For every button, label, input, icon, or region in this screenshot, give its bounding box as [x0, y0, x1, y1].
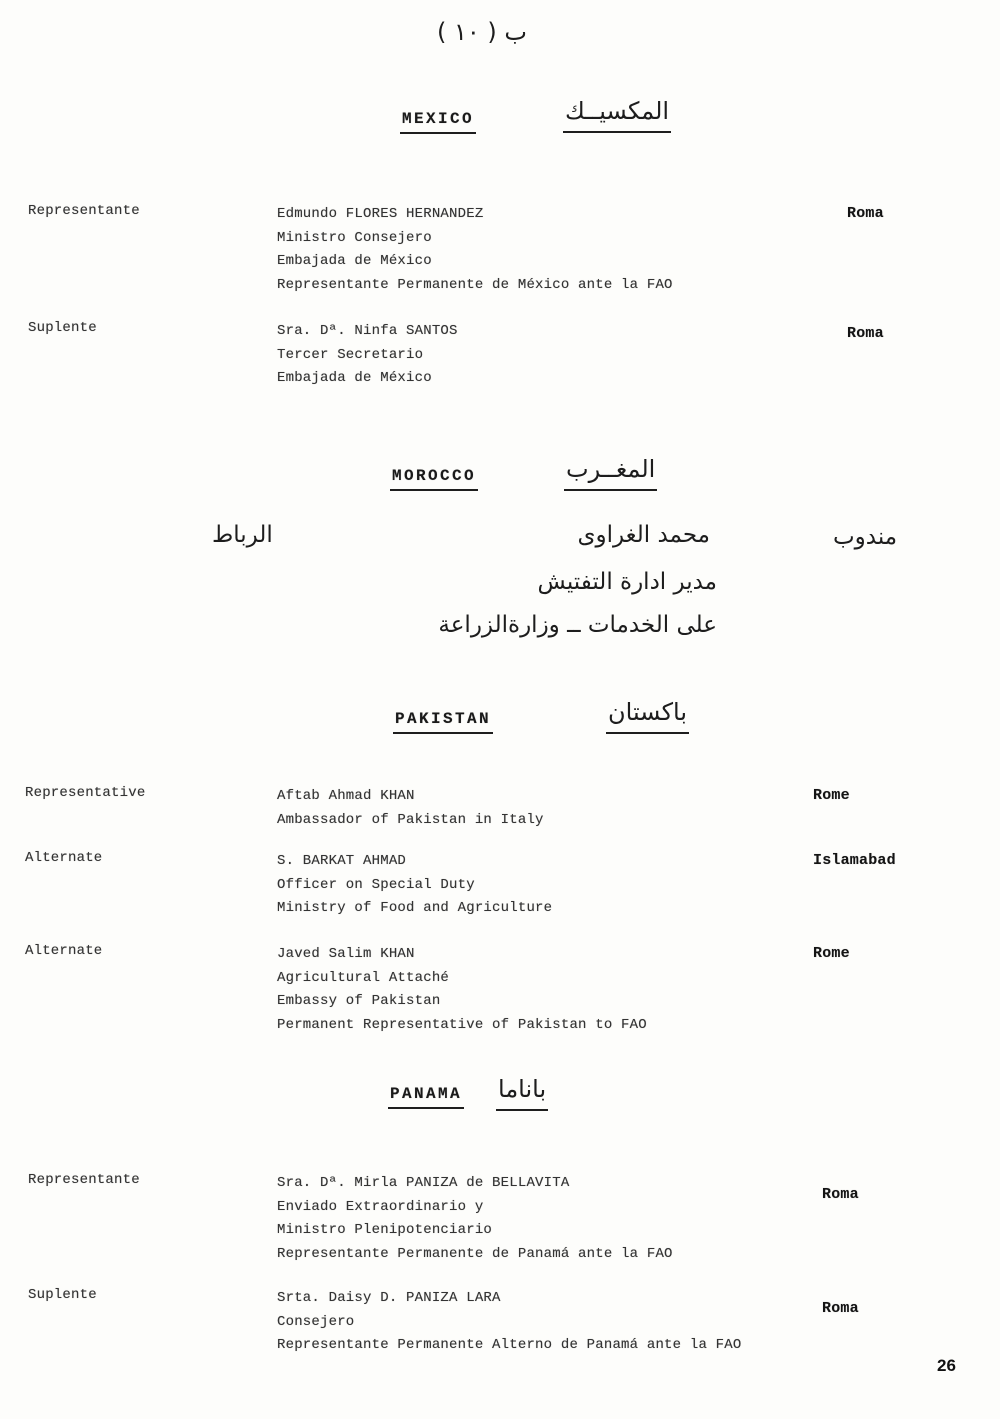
delegate-title: Tercer Secretario: [277, 346, 424, 363]
delegate-title: Officer on Special Duty: [277, 876, 475, 893]
delegate-function: Permanent Representative of Pakistan to FAO: [277, 1016, 647, 1033]
page-number: 26: [937, 1356, 956, 1375]
role-label: Representative: [25, 785, 146, 801]
city-label: Roma: [822, 1300, 859, 1317]
role-label: Representante: [28, 203, 140, 219]
delegate-org-arabic: على الخدمات ــ وزارةالزراعة: [438, 612, 717, 638]
role-label: Alternate: [25, 943, 103, 959]
delegate-org: Ministry of Food and Agriculture: [277, 900, 553, 916]
delegate-function: Representante Permanente Alterno de Panamá ante la FAO: [277, 1337, 742, 1353]
delegate-details: [277, 1287, 741, 1358]
delegate-org: Embassy of Pakistan: [277, 993, 441, 1009]
section-title-morocco-arabic: المغــرب: [564, 455, 657, 491]
delegate-name: Edmundo FLORES HERNANDEZ: [277, 206, 484, 222]
delegate-title2: Ministro Plenipotenciario: [277, 1222, 493, 1238]
delegate-title: Enviado Extraordinario y: [277, 1198, 484, 1215]
delegate-title: Ambassador of Pakistan in Italy: [277, 811, 544, 828]
delegate-name: Sra. Dª. Mirla PANIZA de BELLAVITA: [277, 1175, 570, 1191]
city-label: Rome: [813, 945, 850, 962]
delegate-details: [277, 1172, 673, 1266]
section-title-pakistan: PAKISTAN: [393, 710, 493, 734]
delegate-title: Consejero: [277, 1313, 355, 1330]
section-title-pakistan-arabic: باكستان: [606, 698, 689, 734]
role-label: Suplente: [28, 320, 97, 336]
role-label-arabic: مندوب: [833, 524, 898, 550]
section-title-mexico: MEXICO: [400, 110, 476, 134]
delegate-title: Ministro Consejero: [277, 229, 432, 246]
delegate-org: Embajada de México: [277, 370, 432, 386]
role-label: Representante: [28, 1172, 140, 1188]
page-folio-arabic: ب ( ١٠ ): [437, 18, 527, 46]
role-label: Suplente: [28, 1287, 97, 1303]
delegate-function: Representante Permanente de México ante la FAO: [277, 276, 673, 293]
delegate-details: [277, 785, 544, 832]
delegate-details: [277, 203, 673, 297]
role-label: Alternate: [25, 850, 103, 866]
city-label: Roma: [847, 325, 884, 342]
city-label: Rome: [813, 787, 850, 804]
delegate-name: Sra. Dª. Ninfa SANTOS: [277, 323, 458, 339]
section-title-panama-arabic: باناما: [496, 1075, 548, 1111]
delegate-function: Representante Permanente de Panamá ante la FAO: [277, 1245, 673, 1262]
delegate-name: Aftab Ahmad KHAN: [277, 788, 415, 804]
city-label: Roma: [822, 1186, 859, 1203]
delegate-org: Embajada de México: [277, 253, 432, 269]
delegate-name: S. BARKAT AHMAD: [277, 853, 407, 869]
delegate-name-arabic: محمد الغراوى: [577, 522, 710, 548]
delegate-details: [277, 320, 458, 391]
section-title-morocco: MOROCCO: [390, 467, 478, 491]
delegate-name: Srta. Daisy D. PANIZA LARA: [277, 1290, 501, 1306]
section-title-mexico-arabic: المكسيــك: [563, 97, 671, 133]
city-label-arabic: الرباط: [212, 522, 273, 548]
delegate-details: [277, 943, 647, 1037]
delegate-details: [277, 850, 552, 921]
section-title-panama: PANAMA: [388, 1085, 464, 1109]
city-label: Roma: [847, 205, 884, 222]
delegate-name: Javed Salim KHAN: [277, 946, 415, 962]
city-label: Islamabad: [813, 852, 896, 869]
delegate-title: Agricultural Attaché: [277, 969, 450, 986]
delegate-title-arabic: مدير ادارة التفتيش: [537, 569, 717, 595]
